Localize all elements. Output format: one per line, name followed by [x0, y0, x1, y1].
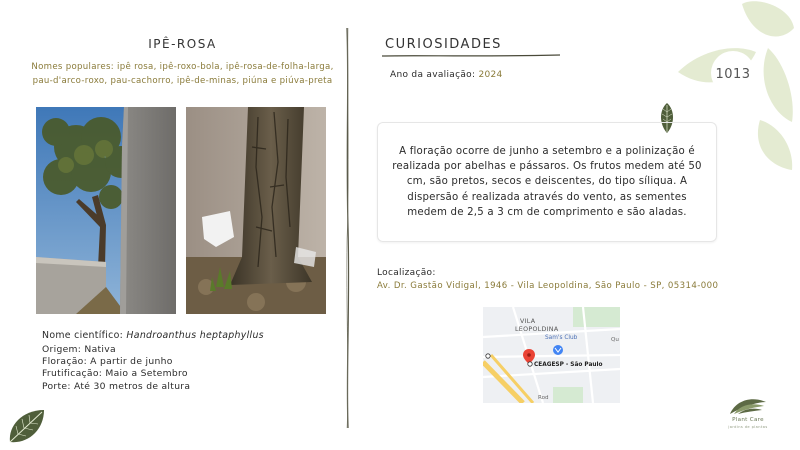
species-title: IPÊ-ROSA: [148, 37, 217, 51]
plant-care-logo-icon: [728, 394, 768, 416]
evaluation-number-badge: [704, 49, 762, 97]
fact-size: Porte: Até 30 metros de altura: [42, 380, 191, 392]
tree-photo-canopy: [36, 107, 176, 314]
scientific-name-row: [42, 329, 264, 342]
column-divider: [343, 28, 353, 428]
curiosity-card: [377, 122, 717, 242]
logo-tagline: jardins de plantas: [728, 425, 768, 429]
location-label: Localização:: [377, 268, 436, 278]
fact-flowering: Floração: A partir de junho: [42, 356, 173, 368]
map-poi-sams: Sam's Club: [545, 335, 578, 341]
map-district-line1: VILA: [520, 318, 536, 325]
tree-photo-trunk: [186, 107, 326, 314]
map-edge-fragment: Qu: [611, 337, 619, 343]
leaf-icon-bottom-left: [6, 406, 48, 446]
popular-names: Nomes populares: ipê rosa, ipê-roxo-bola, ipê-rosa-de-folha-larga, pau-d'arco-roxo, pau-cachorro, ipê-de-minas, piúna e piúva-preta: [31, 62, 334, 86]
map-district-line2: LEOPOLDINA: [515, 326, 559, 333]
title-underline: [382, 53, 560, 59]
curiosity-text: A floração ocorre de junho a setembro e a polinização é realizada por abelhas e pássaros. Os frutos medem até 50 cm, são pretos, secos e deiscentes, do tipo síliqua. A dispersão é realizada através do vento, as sementes medem de 2,5 a 3 cm de comprimento e são aladas.: [392, 145, 702, 218]
map-poi-ceagesp: CEAGESP - São Paulo: [534, 362, 603, 368]
fact-fruiting: Frutificação: Maio a Setembro: [42, 368, 188, 380]
evaluation-year-row: [390, 70, 503, 80]
evaluation-year-label: Ano da avaliação:: [390, 70, 479, 80]
scientific-name-label: Nome científico:: [42, 330, 127, 341]
evaluation-year: 2024: [478, 70, 503, 80]
evaluation-number: 1013: [715, 67, 751, 82]
map-road-fragment: Rod: [538, 395, 549, 401]
scientific-name: Handroanthus heptaphyllus: [126, 330, 264, 341]
logo-name: Plant Care: [732, 417, 764, 423]
location-map[interactable]: [483, 307, 620, 403]
curiosities-title: CURIOSIDADES: [385, 37, 502, 52]
location-address: Av. Dr. Gastão Vidigal, 1946 - Vila Leopoldina, São Paulo - SP, 05314-000: [377, 281, 719, 291]
fact-origin: Origem: Nativa: [42, 344, 116, 355]
species-facts: [42, 344, 190, 393]
